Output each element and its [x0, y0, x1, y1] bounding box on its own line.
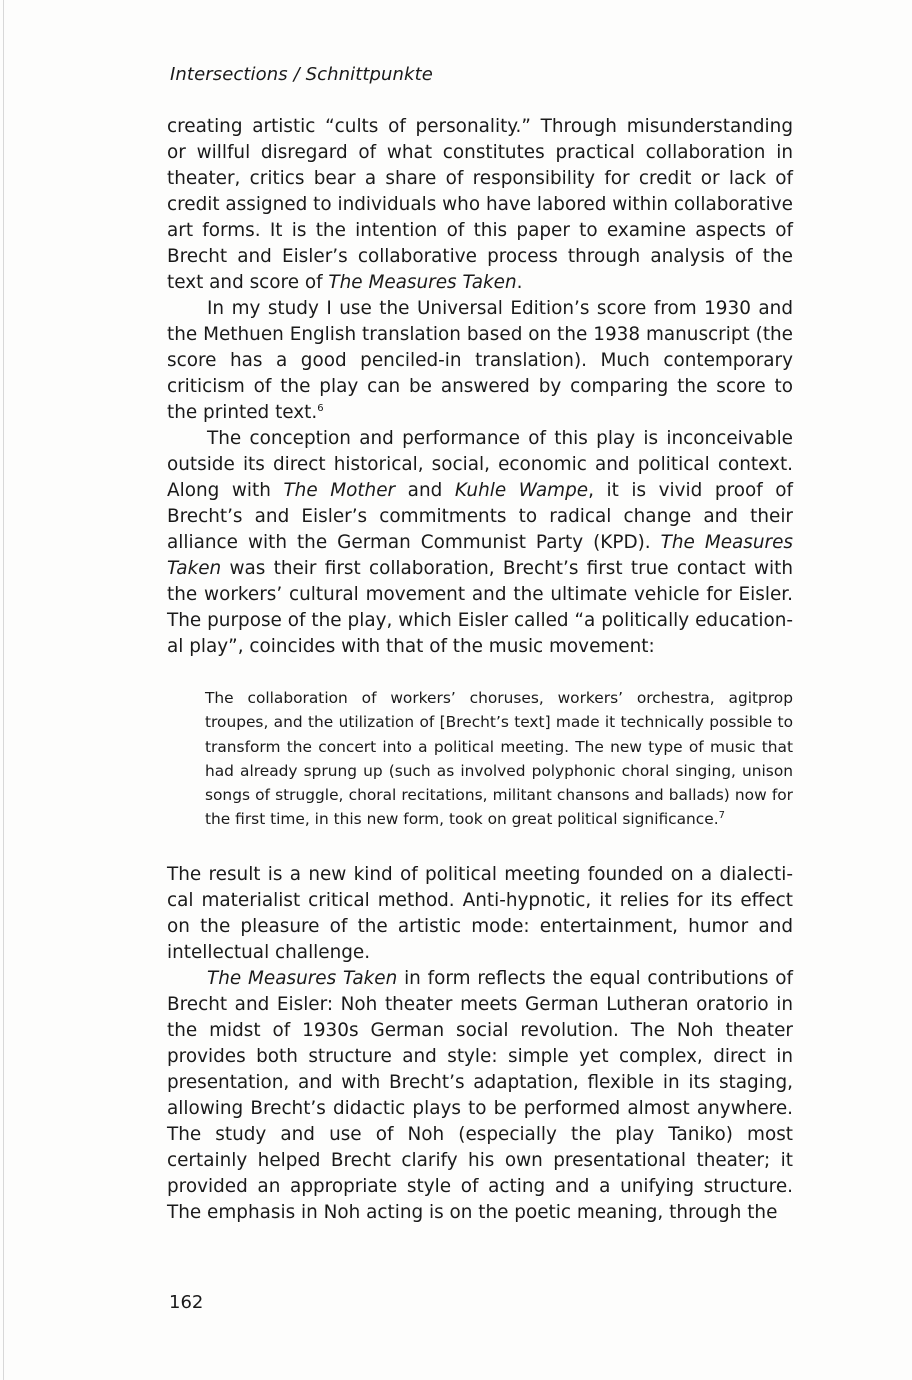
page-edge-line: [3, 0, 4, 1380]
block-quote: [205, 686, 793, 832]
paragraph-1: [167, 114, 793, 296]
text-span: was their first collaboration, Brecht’s first true contact with the workers’ cultural movement and the ultimate vehicle for Eisler. The purpose of the play, which Eisler called “a politically educational play”, coincides with that of the music movement:: [167, 558, 793, 657]
footnote-ref-6: 6: [317, 402, 324, 414]
paragraph-3: [167, 426, 793, 660]
text-span: The result is a new kind of political meeting founded on a dialectical materialist critical method. Anti-hypnotic, it relies for its effect on the pleasure of the artistic mode: entertainment, humor and intellectual challenge.: [167, 863, 793, 963]
title-italic: The Mother: [283, 480, 396, 501]
text-span: , it is vivid proof of Brecht’s and Eisler’s commitments to radical change and their alliance with the German Communist Party (KPD).: [167, 480, 794, 553]
body-text: [167, 114, 793, 1226]
title-italic: The Measures Taken: [328, 272, 517, 293]
page-number: 162: [169, 1292, 204, 1313]
quote-text: The collaboration of workers’ choruses, workers’ orchestra, agitprop troupes, and the utilization of [Brecht’s text] made it technically possible to transform the concert into a political meeting. The new type of music that had already sprung up (such as involved polyphonic choral singing, unison songs of struggle, choral recitations, militant chansons and ballads) now for the first time, in this new form, took on great political significance.: [205, 689, 793, 829]
paragraph-5: [167, 966, 793, 1226]
footnote-ref-7: 7: [718, 810, 726, 822]
title-italic: The Measures Taken: [207, 967, 398, 989]
text-span: .: [516, 272, 523, 293]
text-span: creating artistic “cults of personality.” Through misunderstanding or willful disregard of what constitutes practical collaboration in theater, critics bear a share of responsibility for credit or lack of credit assigned to individuals who have labored within collaborative art forms. It is the intention of this paper to examine aspects of Brecht and Eisler’s collaborative process through analysis of the text and score of: [167, 116, 793, 293]
text-span: In my study I use the Universal Edition’s score from 1930 and the Methuen English translation based on the 1938 manuscript (the score has a good penciled-in translation). Much contemporary criticism of the play can be answered by comparing the score to the printed text.: [167, 298, 793, 423]
title-italic: The Measures Taken: [167, 532, 793, 579]
text-span: and: [395, 480, 455, 501]
text-span: The conception and performance of this play is inconceivable outside its direct historical, social, economic and political context. Along with: [167, 428, 793, 501]
paragraph-4: [167, 862, 793, 966]
title-italic: Kuhle Wampe: [454, 480, 589, 501]
paragraph-2: [167, 296, 793, 426]
text-span: in form reflects the equal contributions of Brecht and Eisler: Noh theater meets German Lutheran oratorio in the midst of 1930s German social revolution. The Noh theater provides both structure and style: simple yet complex, direct in presentation, and with Brecht’s adaptation, flexible in its staging, allowing Brecht’s didactic plays to be performed almost anywhere. The study and use of Noh (especially the play Taniko) most certainly helped Brecht clarify his own presentational theater; it provided an appropriate style of acting and a unifying structure. The emphasis in Noh acting is on the poetic meaning, through the: [167, 967, 794, 1223]
running-head: Intersections / Schnittpunkte: [170, 64, 433, 85]
